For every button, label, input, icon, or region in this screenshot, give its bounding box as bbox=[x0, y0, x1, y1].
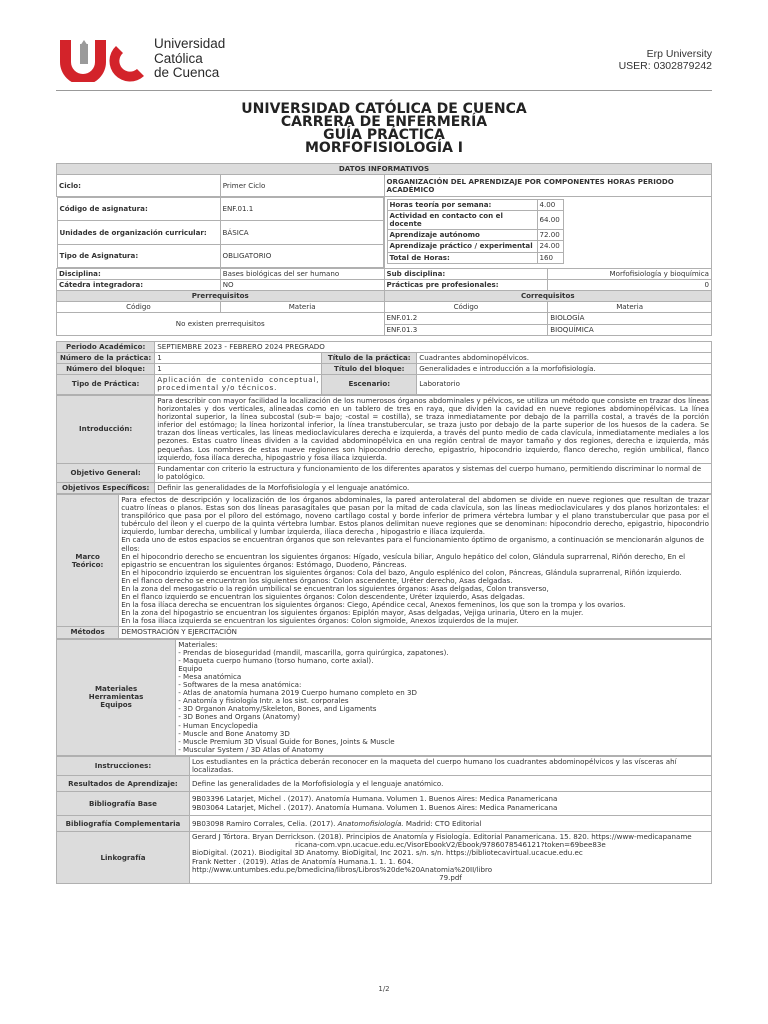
co-materia-header: Materia bbox=[548, 302, 712, 313]
horas-autonomo-value: 72.00 bbox=[537, 230, 563, 241]
catedra-value: NO bbox=[220, 280, 384, 291]
marco-paragraph: En el hipocondrio derecho se encuentran los siguientes órganos: Hígado, vesícula biliar, Angulo hepático del colon, Glándula suprarrenal, Riñón derecho, En el epigastrio se encuentran los siguientes órganos: Estómago, Duodeno, Páncreas. bbox=[121, 551, 686, 569]
horas-teoria-label: Horas teoría por semana: bbox=[387, 200, 537, 211]
list-item: - Muscle and Bone Anatomy 3D bbox=[178, 728, 290, 738]
metodos-text: DEMOSTRACIÓN Y EJERCITACIÓN bbox=[119, 627, 712, 638]
bibliografia-complementaria-text bbox=[189, 816, 711, 832]
user-info bbox=[619, 48, 712, 72]
marco-paragraph: En la fosa ilíaca derecha se encuentran los siguientes órganos: Ciego, Apéndice cecal, Anexos femeninos, los que son la trompa y los ovarios. bbox=[121, 600, 626, 610]
titulo-practica-label: Título de la práctica: bbox=[322, 352, 417, 363]
list-item: Equipo bbox=[178, 663, 203, 673]
list-item: - Maqueta cuerpo humano (torso humano, corte axial). bbox=[178, 655, 374, 665]
resultados-text: Define las generalidades de la Morfofisiología y el lenguaje anatómico. bbox=[189, 776, 711, 792]
datos-heading: DATOS INFORMATIVOS bbox=[57, 164, 712, 175]
linkografia-list bbox=[189, 832, 711, 884]
unidades-label: Unidades de organización curricular: bbox=[57, 221, 220, 245]
marco-label-line2: Teórico: bbox=[71, 559, 104, 569]
marco-table bbox=[56, 494, 712, 639]
title-line-1: UNIVERSIDAD CATÓLICA DE CUENCA bbox=[241, 101, 527, 117]
contenido-table bbox=[56, 395, 712, 494]
objetivos-especificos-label: Objetivos Específicos: bbox=[57, 482, 155, 493]
list-item: Materiales: bbox=[178, 639, 218, 649]
ciclo-value: Primer Ciclo bbox=[220, 175, 384, 197]
marco-paragraph: Para efectos de descripción y localización de los órganos abdominales, la pared anterolateral del abdomen se divide en nueve regiones que resultan de trazar cuatro líneas o planos. Estas son dos líneas parasagitales que pasan por la mitad de cada clavícula, son las líneas medioclaviculares y dos planos horizontales: el transpilórico que pasa por el píloro del estómago, noveno cartílago costal y borde inferior de primera vértebra lumbar y el plano transtubercular que pasa por el tubérculo del íleon y el cuerpo de la quinta vértebra lumbar. Estos planos delimitan nueve regiones que se denominan: hipocondrio derecho, epigastrio, hipocondrio izquierdo, lumbar derecha, umbilical y lumbar izquierda, ilíaca derecha , hipogastrio e ilíaca izquierda. bbox=[121, 494, 709, 537]
prerrequisitos-heading: Prerrequisitos bbox=[57, 291, 385, 302]
university-name-line2: Católica bbox=[154, 50, 203, 66]
materiales-list bbox=[176, 639, 712, 755]
titulo-practica-value: Cuadrantes abdominopélvicos. bbox=[417, 352, 712, 363]
horas-autonomo-label: Aprendizaje autónomo bbox=[387, 230, 537, 241]
marco-label bbox=[57, 494, 119, 627]
codigo-value: ENF.01.1 bbox=[220, 198, 383, 221]
materiales-label bbox=[57, 639, 176, 755]
marco-text bbox=[119, 494, 712, 627]
bibliografia-complementaria-label: Bibliografía Complementaria bbox=[57, 816, 190, 832]
link-item: BioDigital. (2021). Biodigital 3D Anatomy. BioDigital, Inc 2021. s/n. s/n. https://bibliotecavirtual.ucacue.edu.ec bbox=[191, 848, 583, 858]
correquisito-codigo: ENF.01.2 bbox=[384, 313, 548, 324]
unidades-value: BÁSICA bbox=[220, 221, 383, 245]
instrucciones-text: Los estudiantes en la práctica deberán reconocer en la maqueta del cuerpo humano los cuadrantes abdominopélvicos y las vísceras ahí localizadas. bbox=[189, 756, 711, 775]
guide-document bbox=[56, 163, 712, 884]
university-name bbox=[154, 37, 225, 81]
user-label: USER: 0302879242 bbox=[618, 60, 712, 72]
list-item: - Muscular System / 3D Atlas of Anatomy bbox=[178, 744, 324, 754]
disciplina-label: Disciplina: bbox=[57, 269, 221, 280]
asignatura-table bbox=[57, 197, 384, 268]
list-item: - Softwares de la mesa anatómica: bbox=[178, 680, 302, 690]
no-prerrequisitos: No existen prerrequisitos bbox=[57, 313, 385, 335]
pre-materia-header: Materia bbox=[220, 302, 384, 313]
subdisciplina-value: Morfofisiología y bioquímica bbox=[548, 269, 712, 280]
university-name-line1: Universidad bbox=[154, 36, 226, 51]
materiales-label-line3: Equipos bbox=[100, 700, 132, 710]
objetivos-especificos-text: Definir las generalidades de la Morfofisiología y el lenguaje anatómico. bbox=[155, 482, 712, 493]
introduccion-text: Para describir con mayor facilidad la localización de los numerosos órganos abdominales y pélvicos, se utiliza un método que consiste en trazar dos líneas horizontales y dos verticales, alineadas como en un tablero de tres en raya, que dividen la cavidad en nueve regiones abdominopélvicas. La línea horizontal superior, la línea subcostal (sub-= bajo; -costal = costilla), se traza inmediatamente por debajo de la parrilla costal, a través de la porción inferior del estómago; la línea horizontal inferior, la línea transtubercular, se traza justo por debajo de la parte superior de los huesos de la cadera. Se trazan dos líneas verticales, las líneas medioclaviculares derecha e izquierda, a través del punto medio de cada clavícula, inmediatamente mediales a los pezones. Estas cuatro líneas dividen a la cavidad abdominopélvica en una región central de mayor tamaño y dos regiones, derecha e izquierda, más pequeñas. Los nombres de estas nueve regiones son hipocondrio derecho, epigastrio, hipocondrio izquierdo, flanco derecho, región umbilical, flanco izquierdo, fosa ilíaca derecha, hipogastrio y fosa ilíaca izquierda. bbox=[155, 395, 712, 463]
ciclo-label: Ciclo: bbox=[57, 175, 221, 197]
link-item-continuation: ricana-com.vpn.ucacue.edu.ec/VisorEbookV2/Ebook/9786078546121?token=69bee83e bbox=[295, 840, 606, 850]
tipo-practica-label: Tipo de Práctica: bbox=[57, 374, 155, 394]
asignatura-block bbox=[57, 197, 385, 269]
title-line-4: MORFOFISIOLOGÍA I bbox=[305, 140, 463, 156]
list-item: - Human Encyclopedia bbox=[178, 720, 258, 730]
tipo-asignatura-label: Tipo de Asignatura: bbox=[57, 245, 220, 268]
university-name-line3: de Cuenca bbox=[154, 65, 220, 80]
page-header bbox=[0, 0, 768, 95]
periodo-value: SEPTIEMBRE 2023 - FEBRERO 2024 PREGRADO bbox=[155, 341, 712, 352]
horas-contacto-label: Actividad en contacto con el docente bbox=[387, 211, 537, 230]
list-item: - Prendas de bioseguridad (mandil, mascarilla, gorra quirúrgica, zapatones). bbox=[178, 647, 449, 657]
org-heading: ORGANIZACIÓN DEL APRENDIZAJE POR COMPONENTES HORAS PERIODO ACADÉMICO bbox=[384, 175, 712, 197]
bibliografia-complementaria-prefix: 9B03098 Ramiro Corrales, Celia. (2017). bbox=[191, 818, 338, 828]
horas-total-value: 160 bbox=[537, 252, 563, 263]
marco-paragraph: En el hipocondrio izquierdo se encuentran los siguientes órganos: Cola del bazo, Angulo esplénico del colon, Páncreas, Glándula suprarrenal, Riñón izquierdo. bbox=[121, 567, 682, 577]
objetivo-general-text: Fundamentar con criterio la estructura y funcionamiento de los diferentes aparatos y sistemas del cuerpo humano, permitiendo discriminar lo normal de lo patológico. bbox=[155, 463, 712, 482]
marco-paragraph: En el flanco izquierdo se encuentran los siguientes órganos: Colon descendente, Uréter izquierdo, Asas delgadas. bbox=[121, 592, 525, 602]
cierre-table bbox=[56, 756, 712, 884]
linkografia-label: Linkografía bbox=[57, 832, 190, 884]
title-line-2: CARRERA DE ENFERMERÍA bbox=[280, 114, 488, 130]
list-item: - 3D Bones and Organs (Anatomy) bbox=[178, 712, 300, 722]
titulo-bloque-label: Título del bloque: bbox=[322, 363, 417, 374]
objetivo-general-label: Objetivo General: bbox=[57, 463, 155, 482]
metodos-label: Métodos bbox=[57, 627, 119, 638]
marco-paragraph: En la zona del hipogastrio se encuentran los siguientes órganos: Epiplón mayor, Asas delgadas, Vejiga urinaria, Útero en la mujer. bbox=[121, 608, 584, 618]
tipo-asignatura-value: OBLIGATORIO bbox=[220, 245, 383, 268]
list-item: - Anatomía y fisiología Intr. a los sist. corporales bbox=[178, 696, 349, 706]
periodo-label: Periodo Académico: bbox=[57, 341, 155, 352]
marco-paragraph: En cada uno de estos espacios se encuentran órganos que son relevantes para el funcionamiento óptimo de organismo, a continuación se mencionarán algunos de ellos: bbox=[121, 535, 704, 553]
horas-total-label: Total de Horas: bbox=[387, 252, 537, 263]
title-line-3: GUÍA PRÁCTICA bbox=[323, 127, 445, 143]
practicas-label: Prácticas pre profesionales: bbox=[384, 280, 548, 291]
materiales-label-line1: Materiales bbox=[94, 684, 138, 694]
bibliografia-complementaria-title: Anatomofisiología. bbox=[337, 818, 404, 828]
correquisitos-heading: Correquisitos bbox=[384, 291, 712, 302]
escenario-value: Laboratorio bbox=[417, 374, 712, 394]
correquisito-materia: BIOQUÍMICA bbox=[548, 324, 712, 335]
materiales-label-line2: Herramientas bbox=[88, 692, 144, 702]
bibliografia-complementaria-suffix: Madrid: CTO Editorial bbox=[403, 818, 482, 828]
list-item: - Atlas de anatomía humana 2019 Cuerpo humano completo en 3D bbox=[178, 688, 417, 698]
co-codigo-header: Código bbox=[384, 302, 548, 313]
marco-label-line1: Marco bbox=[75, 551, 100, 561]
horas-practico-value: 24.00 bbox=[537, 241, 563, 252]
marco-paragraph: En el flanco derecho se encuentran los siguientes órganos: Colon ascendente, Uréter derecho, Asas delgadas. bbox=[121, 575, 513, 585]
horas-table bbox=[387, 199, 564, 264]
instrucciones-label: Instrucciones: bbox=[57, 756, 190, 775]
horas-block bbox=[384, 197, 712, 269]
list-item: 9B03064 Latarjet, Michel . (2017). Anatomía Humana. Volumen 1. Buenos Aires: Medica Panamericana bbox=[191, 802, 558, 812]
page-number: 1/2 bbox=[378, 985, 390, 993]
practicas-value: 0 bbox=[548, 280, 712, 291]
practica-table bbox=[56, 341, 712, 395]
correquisito-materia: BIOLOGÍA bbox=[548, 313, 712, 324]
list-item: - 3D Organon Anatomy/Skeleton, Bones, and Ligaments bbox=[178, 704, 377, 714]
resultados-label: Resultados de Aprendizaje: bbox=[57, 776, 190, 792]
numero-bloque-label: Número del bloque: bbox=[57, 363, 155, 374]
list-item: 9B03396 Latarjet, Michel . (2017). Anatomía Humana. Volumen 1. Buenos Aires: Medica Panamericana bbox=[191, 794, 558, 804]
link-item: Gerard J Tórtora. Bryan Derrickson. (2018). Principios de Anatomía y Fisiología. Editorial Panamericana. 15. 820. https://www-medicapaname bbox=[191, 832, 692, 842]
list-item: - Muscle Premium 3D Visual Guide for Bones, Joints & Muscle bbox=[178, 736, 395, 746]
numero-bloque-value: 1 bbox=[155, 363, 322, 374]
subdisciplina-label: Sub disciplina: bbox=[384, 269, 548, 280]
bibliografia-base-label: Bibliografía Base bbox=[57, 792, 190, 816]
header-divider bbox=[56, 90, 712, 91]
datos-informativos-table bbox=[56, 163, 712, 336]
erp-label: Erp University bbox=[646, 48, 712, 60]
link-item-continuation: 79.pdf bbox=[439, 872, 462, 882]
introduccion-label: Introducción: bbox=[57, 395, 155, 463]
horas-contacto-value: 64.00 bbox=[537, 211, 563, 230]
titulo-bloque-value: Generalidades e introducción a la morfofisiología. bbox=[417, 363, 712, 374]
tipo-practica-value: Aplicación de contenido conceptual, procedimental y/o técnicos. bbox=[155, 374, 322, 394]
escenario-label: Escenario: bbox=[322, 374, 417, 394]
university-logo bbox=[58, 38, 148, 82]
horas-practico-label: Aprendizaje práctico / experimental bbox=[387, 241, 537, 252]
list-item: - Mesa anatómica bbox=[178, 671, 242, 681]
disciplina-value: Bases biológicas del ser humano bbox=[220, 269, 384, 280]
horas-teoria-value: 4.00 bbox=[537, 200, 563, 211]
pre-codigo-header: Código bbox=[57, 302, 221, 313]
link-item: Frank Netter . (2019). Atlas de Anatomía Humana.1. 1. 1. 604. http://www.untumbes.edu.pe/bmedicina/libros/Libros%20de%20Anatomia%20II/libro bbox=[191, 856, 493, 874]
marco-paragraph: En la fosa ilíaca izquierda se encuentran los siguientes órganos: Colon sigmoide, Anexos izquierdos de la mujer. bbox=[121, 616, 519, 626]
document-titles bbox=[0, 103, 768, 155]
catedra-label: Cátedra integradora: bbox=[57, 280, 221, 291]
numero-practica-value: 1 bbox=[155, 352, 322, 363]
bibliografia-base-list bbox=[189, 792, 711, 816]
correquisito-codigo: ENF.01.3 bbox=[384, 324, 548, 335]
codigo-label: Código de asignatura: bbox=[57, 198, 220, 221]
numero-practica-label: Número de la práctica: bbox=[57, 352, 155, 363]
marco-paragraph: En la zona del mesogastrio o la región umbilical se encuentran los siguientes órganos: Asas delgadas, Colon transverso, bbox=[121, 584, 549, 593]
materiales-table bbox=[56, 639, 712, 756]
